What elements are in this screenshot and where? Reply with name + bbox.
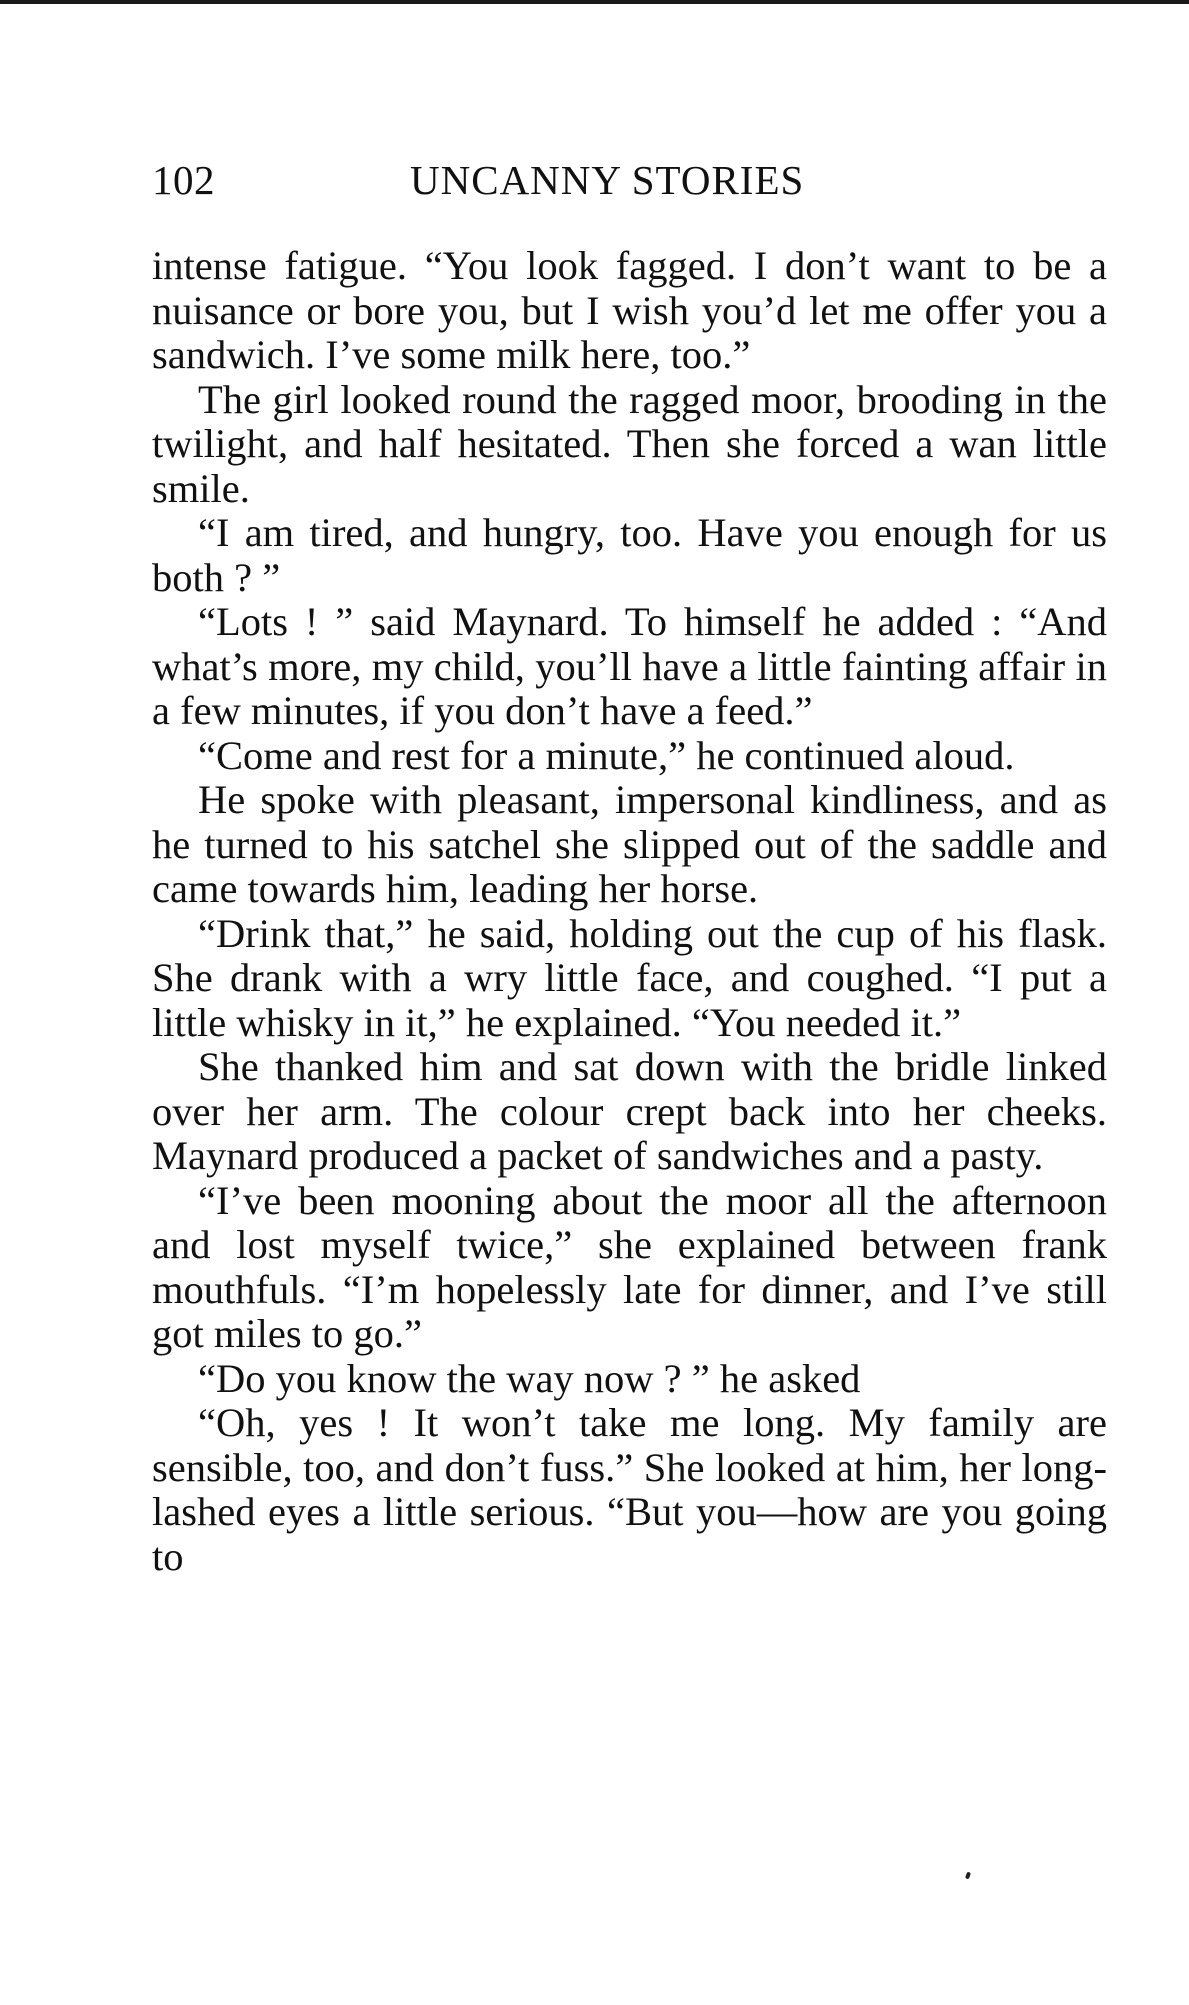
paragraph: “I’ve been mooning about the moor all the afternoon and lost myself twice,” she explained between frank mouthfuls. “I’m hopelessly late for dinner, and I’ve still got miles to go.” xyxy=(152,1177,1107,1356)
paragraph: He spoke with pleasant, impersonal kindliness, and as he turned to his satchel she slipped out of the saddle and came towards him, leading her horse. xyxy=(152,777,1107,911)
paragraph: “Do you know the way now ? ” he asked xyxy=(198,1355,861,1401)
paragraph-continues: “Oh, yes ! It won’t take me long. My family are sensible, too, and don’t fuss.” She looked at him, her long-lashed eyes a little serious. “But you—how are you going to xyxy=(152,1400,1107,1579)
paragraph: “Come and rest for a minute,” he continued aloud. xyxy=(198,732,1015,778)
body-text xyxy=(152,244,1107,1579)
paragraph: “Drink that,” he said, holding out the cup of his flask. She drank with a wry little face, and coughed. “I put a little whisky in it,” he explained. “You needed it.” xyxy=(152,910,1107,1045)
paragraph: She thanked him and sat down with the bridle linked over her arm. The colour crept back into her cheeks. Maynard produced a packet of sandwiches and a pasty. xyxy=(152,1044,1107,1178)
ink-speck xyxy=(965,1872,971,1880)
top-border-rule xyxy=(0,0,1189,4)
paragraph-continued: intense fatigue. “You look fagged. I don’t want to be a nuisance or bore you, but I wish you’d let me offer you a sandwich. I’ve some milk here, too.” xyxy=(152,243,1107,377)
page-header xyxy=(152,150,1107,210)
page-number: 102 xyxy=(152,157,215,203)
paragraph: “Lots ! ” said Maynard. To himself he added : “And what’s more, my child, you’ll have a little fainting affair in a few minutes, if you don’t have a feed.” xyxy=(152,599,1107,733)
paragraph: “I am tired, and hungry, too. Have you enough for us both ? ” xyxy=(152,510,1107,600)
paragraph: The girl looked round the ragged moor, brooding in the twilight, and half hesitated. Then she forced a wan little smile. xyxy=(152,376,1107,511)
running-head: UNCANNY STORIES xyxy=(410,157,805,203)
